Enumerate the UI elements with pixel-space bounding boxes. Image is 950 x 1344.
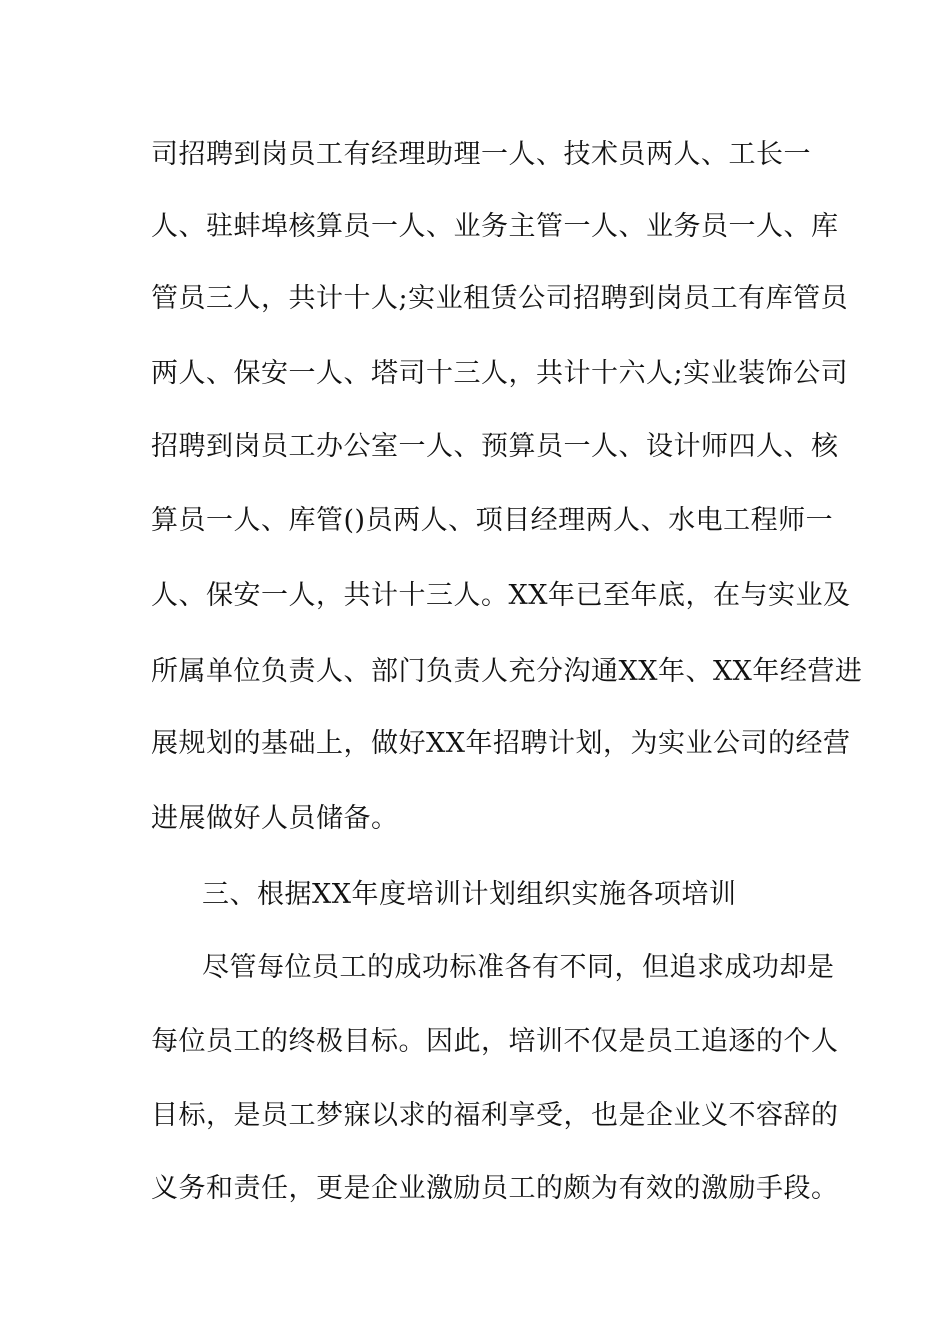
paragraph-line-6: 算员一人、库管()员两人、项目经理两人、水电工程师一 (151, 505, 834, 536)
paragraph-line-10: 进展做好人员储备。 (151, 803, 399, 834)
paragraph-line-9: 展规划的基础上，做好XX年招聘计划，为实业公司的经营 (151, 728, 851, 759)
paragraph-line-13: 目标，是员工梦寐以求的福利享受，也是企业义不容辞的 (151, 1100, 839, 1131)
paragraph-line-14: 义务和责任，更是企业激励员工的颇为有效的激励手段。 (151, 1173, 839, 1204)
paragraph-line-4: 两人、保安一人、塔司十三人，共计十六人;实业装饰公司 (151, 358, 849, 389)
section-heading: 三、根据XX年度培训计划组织实施各项培训 (202, 879, 737, 910)
paragraph-line-1: 司招聘到岗员工有经理助理一人、技术员两人、工长一 (151, 139, 811, 170)
paragraph-line-7: 人、保安一人，共计十三人。XX年已至年底，在与实业及 (151, 580, 851, 611)
paragraph-line-5: 招聘到岗员工办公室一人、预算员一人、设计师四人、核 (151, 431, 839, 462)
paragraph-line-12: 每位员工的终极目标。因此，培训不仅是员工追逐的个人 (151, 1026, 839, 1057)
paragraph-line-3: 管员三人，共计十人;实业租赁公司招聘到岗员工有库管员 (151, 283, 849, 314)
paragraph-line-11: 尽管每位员工的成功标准各有不同，但追求成功却是 (202, 952, 835, 983)
paragraph-line-8: 所属单位负责人、部门负责人充分沟通XX年、XX年经营进 (151, 656, 863, 687)
paragraph-line-2: 人、驻蚌埠核算员一人、业务主管一人、业务员一人、库 (151, 211, 839, 242)
